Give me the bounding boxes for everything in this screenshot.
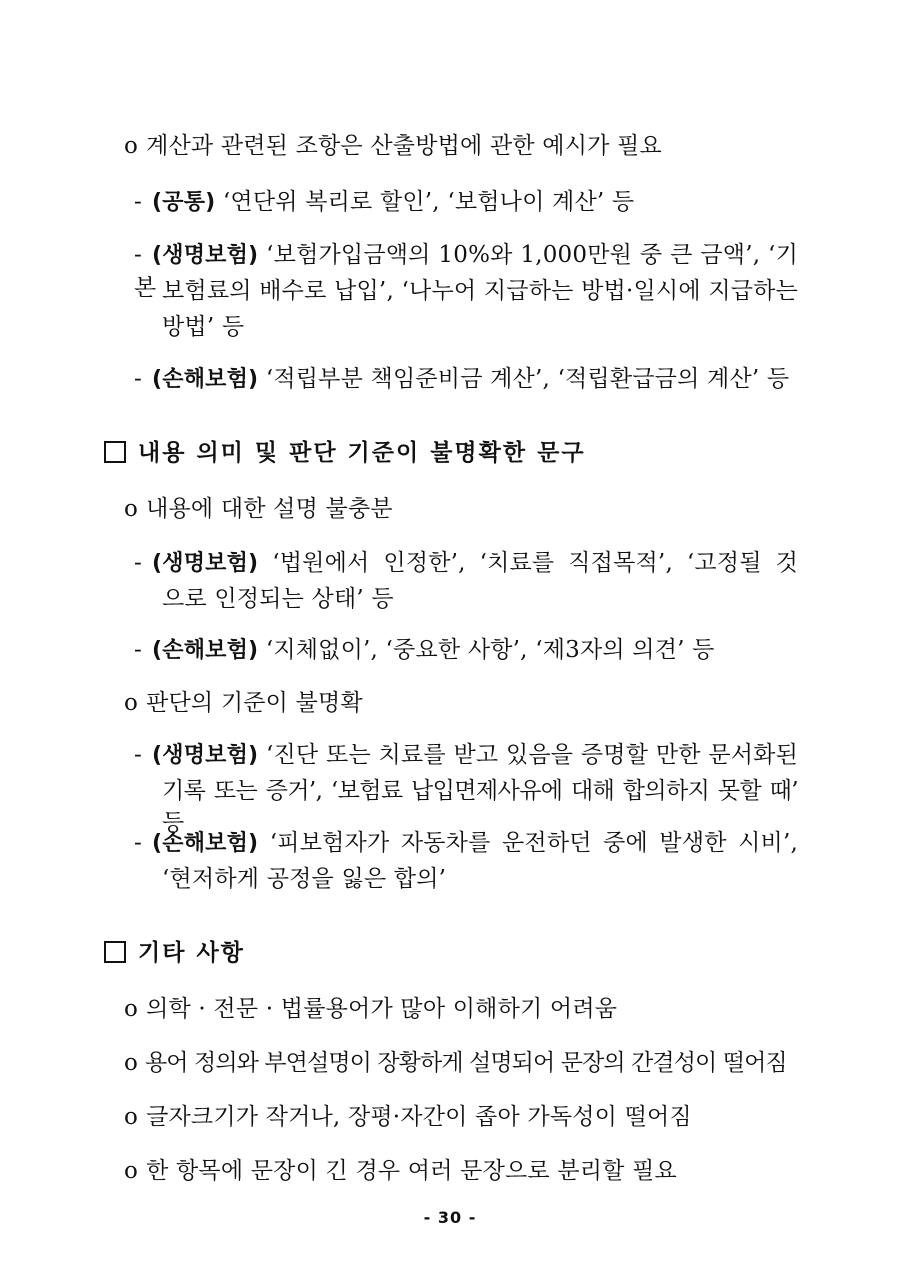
bullet-text: 계산과 관련된 조항은 산출방법에 관한 예시가 필요 [146, 133, 662, 159]
category-label: (손해보험) [151, 831, 259, 856]
item-text: ‘피보험자가 자동차를 운전하던 중에 발생한 시비’, [269, 830, 798, 856]
bullet-text: 내용에 대한 설명 불충분 [146, 496, 393, 522]
item-non-life-insurance-3-line2: ‘현저하게 공정을 잃은 합의’ [162, 866, 447, 892]
category-label: (손해보험) [151, 638, 259, 663]
bullet-text: 판단의 기준이 불명확 [146, 690, 363, 716]
dash-marker: - [134, 742, 142, 768]
item-non-life-insurance-3-line1 [134, 827, 798, 860]
dash-marker: - [134, 366, 142, 392]
category-label: (생명보험) [151, 243, 259, 268]
bullet-long-sentences [124, 1155, 677, 1187]
bullet-insufficient-explanation [124, 493, 393, 525]
dash-marker: - [134, 189, 142, 215]
item-life-insurance-2-line1 [134, 547, 798, 580]
category-label: (생명보험) [151, 551, 259, 576]
bullet-text: 용어 정의와 부연설명이 장황하게 설명되어 문장의 간결성이 떨어짐 [144, 1050, 787, 1076]
checkbox-square-icon [104, 441, 126, 463]
section-heading-unclear-wording [104, 437, 586, 469]
item-text: ‘법원에서 인정한’, ‘치료를 직접목적’, ‘고정될 것 [272, 550, 798, 576]
bullet-marker: o [124, 1050, 137, 1076]
item-life-insurance-line3: 방법’ 등 [162, 314, 245, 340]
category-label: (생명보험) [151, 743, 259, 768]
heading-text: 기타 사항 [138, 940, 245, 966]
section-heading-other-matters [104, 937, 245, 969]
item-life-insurance-line2: 보험료의 배수로 납입’, ‘나누어 지급하는 방법·일시에 지급하는 [162, 278, 798, 304]
item-text: ‘지체없이’, ‘중요한 사항’, ‘제3자의 의견’ 등 [265, 637, 715, 663]
heading-text: 내용 의미 및 판단 기준이 불명확한 문구 [138, 440, 586, 466]
bullet-calculation-clauses [124, 130, 662, 162]
bullet-marker: o [124, 133, 139, 159]
dash-marker: - [134, 550, 142, 576]
item-text: ‘진단 또는 치료를 받고 있음을 증명할 만한 문서화된 [266, 742, 799, 768]
bullet-technical-terms [124, 993, 617, 1025]
bullet-text: 한 항목에 문장이 긴 경우 여러 문장으로 분리할 필요 [146, 1158, 677, 1184]
bullet-text: 의학 · 전문 · 법률용어가 많아 이해하기 어려움 [146, 996, 618, 1022]
item-life-insurance-2-line2: 으로 인정되는 상태’ 등 [162, 586, 394, 612]
item-non-life-insurance-2 [134, 634, 715, 667]
bullet-marker: o [124, 690, 139, 716]
dash-marker: - [134, 637, 142, 663]
item-life-insurance-3-line1 [134, 739, 798, 772]
item-common [134, 186, 634, 219]
item-non-life-insurance [134, 363, 789, 396]
checkbox-square-icon [104, 941, 126, 963]
bullet-marker: o [124, 996, 139, 1022]
item-text: ‘연단위 복리로 할인’, ‘보험나이 계산’ 등 [222, 189, 635, 215]
item-life-insurance-3-line2: 기록 또는 증거’, ‘보험료 납입면제사유에 대해 합의하지 못할 때’ 등 [162, 778, 798, 836]
item-text: ‘적립부분 책임준비금 계산’, ‘적립환급금의 계산’ 등 [265, 366, 790, 392]
bullet-small-font [124, 1101, 692, 1133]
dash-marker: - [134, 242, 142, 268]
item-text: ‘보험가입금액의 10%와 1,000만원 중 큰 금액’, ‘기본 [134, 242, 798, 301]
bullet-marker: o [124, 1158, 139, 1184]
bullet-marker: o [124, 496, 139, 522]
page-number: - 30 - [423, 1208, 477, 1227]
dash-marker: - [134, 830, 142, 856]
category-label: (공통) [151, 190, 216, 215]
bullet-verbose-definitions [124, 1047, 787, 1079]
bullet-marker: o [124, 1104, 139, 1130]
bullet-text: 글자크기가 작거나, 장평·자간이 좁아 가독성이 떨어짐 [146, 1104, 692, 1130]
bullet-unclear-criteria [124, 687, 363, 719]
category-label: (손해보험) [151, 367, 259, 392]
